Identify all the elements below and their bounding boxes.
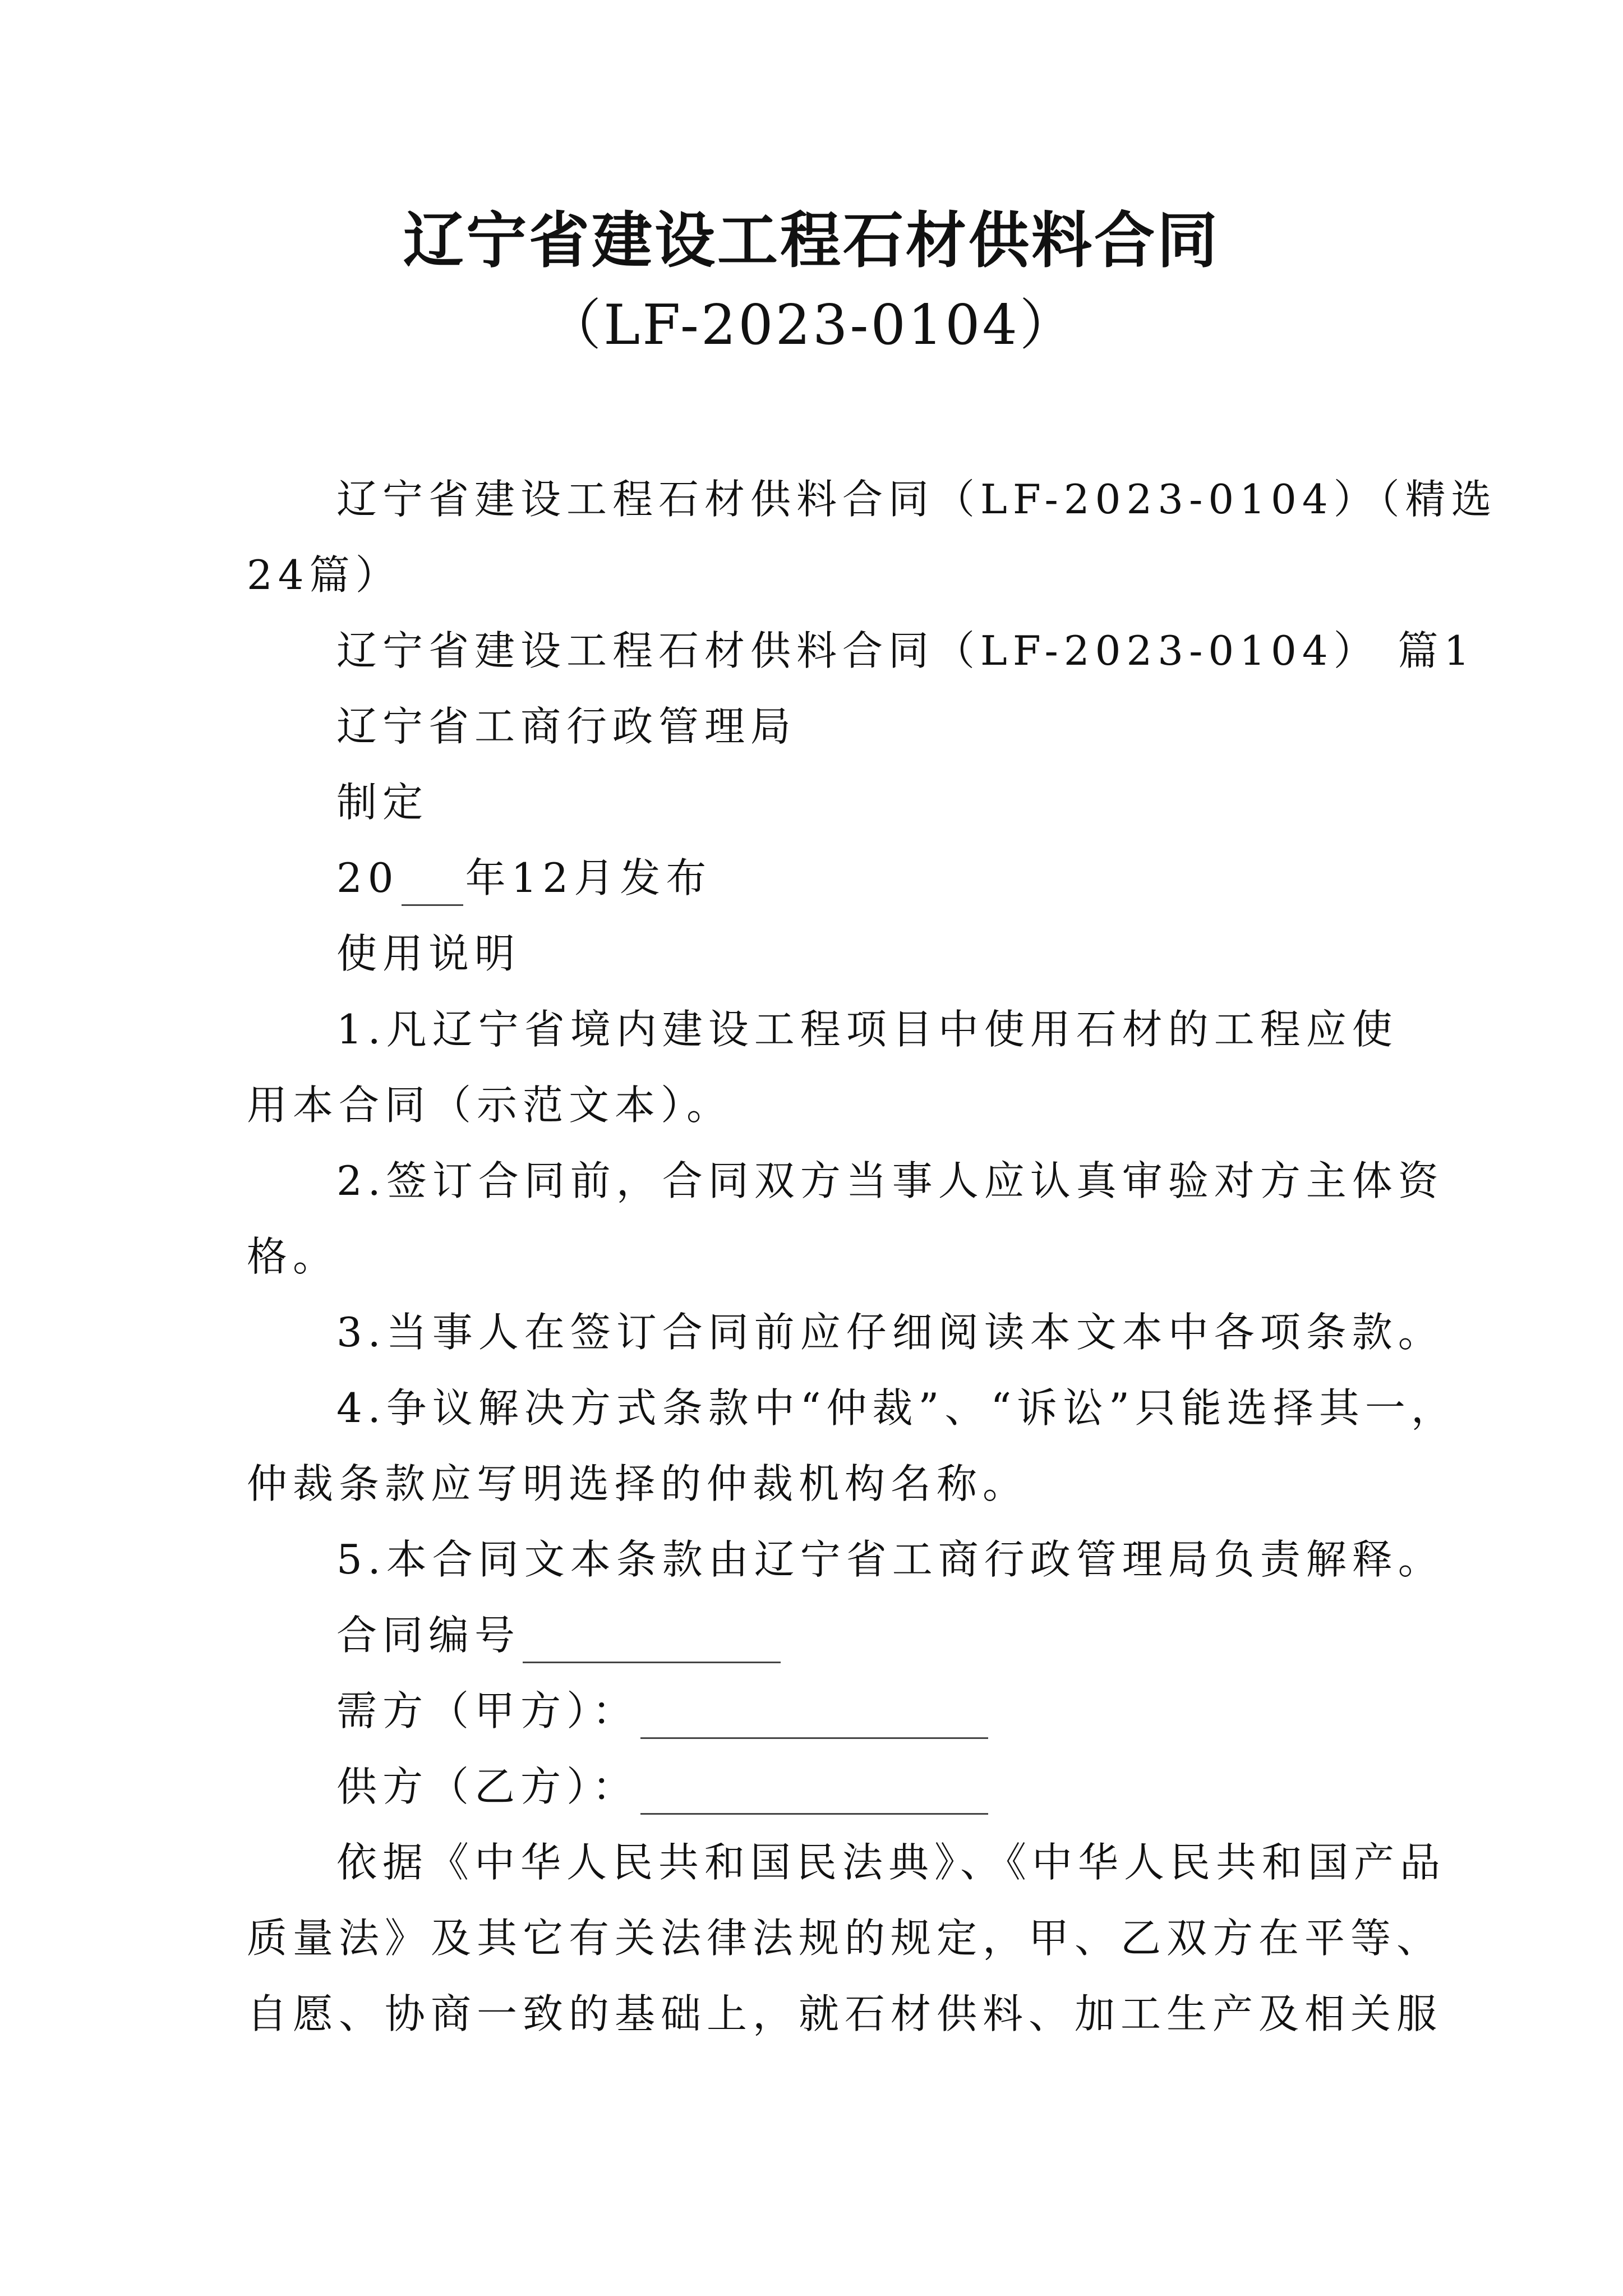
date-prefix: 20 (336, 854, 399, 901)
buyer-label: 需方（甲方）： (336, 1687, 639, 1734)
year-blank (402, 865, 463, 906)
contract-number-label: 合同编号 (336, 1612, 521, 1659)
paragraph-line: 4.争议解决方式条款中“仲裁”、“诉讼”只能选择其一， (336, 1384, 1457, 1432)
usage-heading: 使用说明 (336, 930, 521, 977)
document-code: （LF-2023-0104） (546, 293, 1077, 357)
paragraph-line: 3.当事人在签订合同前应仔细阅读本文本中各项条款。 (336, 1309, 1444, 1356)
paragraph-line: 24篇） (247, 551, 402, 599)
paragraph-line: 格。 (247, 1233, 339, 1280)
paragraph-line: 辽宁省工商行政管理局 (336, 703, 797, 750)
paragraph-line: 2.签订合同前，合同双方当事人应认真审验对方主体资 (336, 1157, 1444, 1204)
supplier-label: 供方（乙方）： (336, 1763, 639, 1810)
section-heading: 辽宁省建设工程石材供料合同（LF-2023-0104） 篇1 (336, 627, 1476, 674)
contract-number-row (336, 1607, 781, 1663)
paragraph-line: 辽宁省建设工程石材供料合同（LF-2023-0104）（精选 (336, 476, 1497, 523)
paragraph-line: 自愿、协商一致的基础上，就石材供料、加工生产及相关服 (247, 1990, 1443, 2037)
supplier-row (336, 1759, 988, 1815)
paragraph-line: 依据《中华人民共和国民法典》、《中华人民共和国产品 (336, 1839, 1446, 1886)
paragraph-line: 质量法》及其它有关法律法规的规定，甲、乙双方在平等、 (247, 1915, 1443, 1962)
paragraph-line: 1.凡辽宁省境内建设工程项目中使用石材的工程应使 (336, 1006, 1398, 1053)
paragraph-line: 5.本合同文本条款由辽宁省工商行政管理局负责解释。 (336, 1536, 1444, 1583)
date-suffix: 年12月发布 (465, 854, 712, 901)
contract-number-blank (523, 1622, 781, 1663)
buyer-row (336, 1683, 988, 1739)
publish-date (336, 850, 712, 906)
paragraph-line: 仲裁条款应写明选择的仲裁机构名称。 (247, 1460, 1029, 1507)
paragraph-line: 用本合同（示范文本）。 (247, 1082, 733, 1129)
document-title: 辽宁省建设工程石材供料合同 (403, 206, 1220, 276)
buyer-blank (640, 1698, 988, 1739)
supplier-blank (640, 1774, 988, 1815)
paragraph-line: 制定 (336, 779, 429, 826)
